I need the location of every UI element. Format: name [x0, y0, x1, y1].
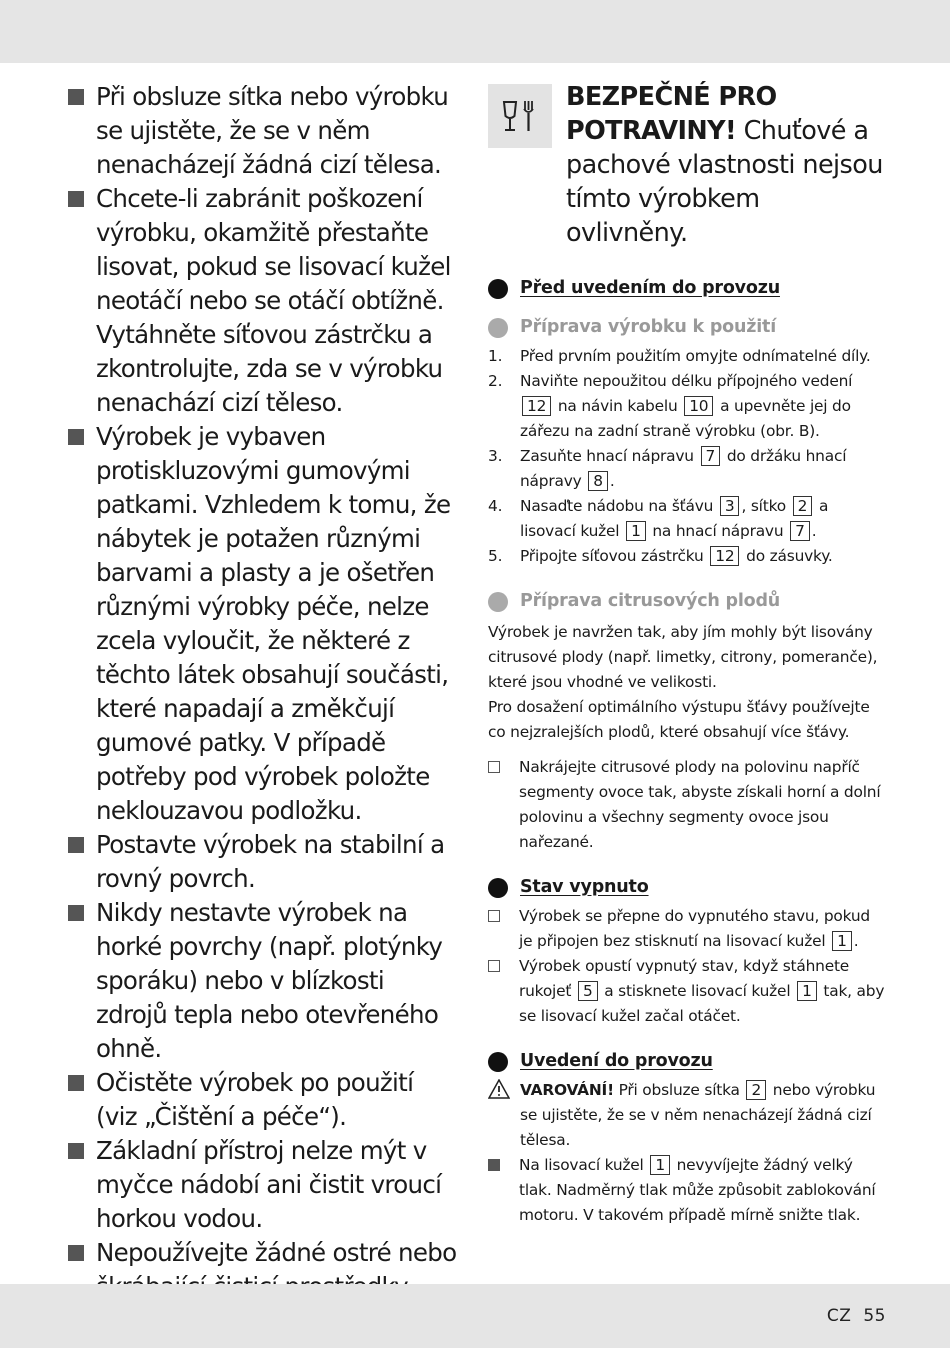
checkbox-bullet-icon — [488, 910, 500, 922]
list-item: Chcete-li zabránit poškození výrobku, okamžitě přestaňte lisovat, pokud se lisovací kužel neotáčí nebo se otáčí obtížně. Vytáhněte síťovou zástrčku a zkontrolujte, zda se v výrobku nenachází cizí těleso. — [68, 182, 460, 420]
page-number: 55 — [863, 1306, 886, 1326]
square-bullet-icon — [68, 905, 84, 921]
square-bullet-icon — [68, 1245, 84, 1261]
list-item: Nepoužívejte žádné ostré nebo — [68, 1236, 460, 1304]
list-item: Na lisovací kužel 1 nevyvíjejte žádný velký tlak. Nadměrný tlak může způsobit zablokování motoru. V takovém případě mírně snižte tlak. — [488, 1153, 888, 1228]
list-item: Postavte výrobek na stabilní a rovný povrch. — [68, 828, 460, 896]
top-bar — [0, 0, 950, 63]
right-column — [488, 80, 888, 1228]
checkbox-bullet-icon — [488, 960, 500, 972]
food-safe-notice — [488, 80, 888, 250]
bullet-dot-icon — [488, 318, 508, 338]
list-item: Při obsluze sítka nebo výrobku se ujistěte, že se v něm nenacházejí žádná cizí tělesa. — [68, 80, 460, 182]
bottom-bar — [0, 1284, 950, 1348]
part-ref: 8 — [588, 471, 608, 491]
square-bullet-icon — [488, 1159, 500, 1171]
list-item: Základní přístroj nelze mýt v myčce nádobí ani čistit vroucí horkou vodou. — [68, 1134, 460, 1236]
square-bullet-icon — [68, 1143, 84, 1159]
warning: VAROVÁNÍ! Při obsluze sítka 2 nebo výrobku se ujistěte, že se v něm nenacházejí žádná cizí tělesa. — [488, 1078, 888, 1153]
square-bullet-icon — [68, 429, 84, 445]
list-item: Nakrájejte citrusové plody na polovinu napříč segmenty ovoce tak, abyste získali horní a dolní polovinu a všechny segmenty ovoce jsou nařezané. — [488, 755, 888, 855]
part-ref: 5 — [578, 981, 598, 1001]
food-safe-icon — [488, 84, 552, 148]
paragraph: Výrobek je navržen tak, aby jím mohly být lisovány citrusové plody (např. limetky, citrony, pomeranče), které jsou vhodné ve velikosti. — [488, 623, 878, 691]
section-heading: Stav vypnuto — [488, 875, 888, 900]
part-ref: 7 — [790, 521, 810, 541]
bullet-dot-icon — [488, 592, 508, 612]
list-item: 4. Nasaďte nádobu na šťávu 3 , sítko 2 a lisovací kužel 1 na hnací nápravu 7 . — [488, 497, 829, 540]
list-item: Výrobek opustí vypnutý stav, když stáhnete rukojeť 5 a stisknete lisovací kužel 1 tak, aby se lisovací kužel začal otáčet. — [488, 954, 888, 1029]
square-bullet-icon — [68, 1075, 84, 1091]
steps-list — [488, 344, 888, 569]
language-code: CZ — [826, 1306, 852, 1326]
list-item: 5. Připojte síťovou zástrčku 12 do zásuvky. — [488, 547, 833, 565]
square-bullet-icon — [68, 191, 84, 207]
list-item: Očistěte výrobek po použití (viz „Čištění a péče“). — [68, 1066, 460, 1134]
list-item: 2. Naviňte nepoužitou délku přípojného vedení 12 na návin kabelu 10 a upevněte jej do zářezu na zadní straně výrobku (obr. B). — [488, 372, 853, 440]
section-heading: Uvedení do provozu — [488, 1049, 888, 1074]
page-footer — [815, 1306, 886, 1326]
food-safe-text: BEZPEČNÉ PRO POTRAVINY! Chuťové a pachové vlastnosti nejsou tímto výrobkem ovlivněny. — [566, 82, 883, 248]
checkbox-bullet-icon — [488, 761, 500, 773]
part-ref: 2 — [746, 1080, 766, 1100]
square-bullet-icon — [68, 837, 84, 853]
bullet-dot-icon — [488, 1052, 508, 1072]
part-ref: 1 — [832, 931, 852, 951]
list-item: 1. Před prvním použitím omyjte odnímatelné díly. — [488, 347, 871, 365]
part-ref: 3 — [720, 496, 740, 516]
section-heading: Před uvedením do provozu — [488, 276, 888, 301]
bullet-dot-icon — [488, 878, 508, 898]
list-item: Nikdy nestavte výrobek na horké povrchy (např. plotýnky sporáku) nebo v blízkosti zdrojů tepla nebo otevřeného ohně. — [68, 896, 460, 1066]
part-ref: 1 — [797, 981, 817, 1001]
list-item: Výrobek je vybaven protiskluzovými gumovými patkami. Vzhledem k tomu, že nábytek je potažen různými barvami a plasty a je ošetřen různými výrobky péče, nelze zcela vyloučit, že některé z těchto látek obsahují součásti, které napadají a změkčují gumové patky. V případě potřeby pod výrobek položte neklouzavou podložku. — [68, 420, 460, 828]
warning-icon — [488, 1079, 520, 1107]
part-ref: 12 — [710, 546, 739, 566]
paragraph: Pro dosažení optimálního výstupu šťávy používejte co nejzralejších plodů, které obsahují více šťávy. — [488, 698, 870, 741]
square-bullet-icon — [68, 89, 84, 105]
part-ref: 7 — [701, 446, 721, 466]
part-ref: 12 — [522, 396, 551, 416]
part-ref: 10 — [684, 396, 713, 416]
subsection-heading: Příprava výrobku k použití — [488, 315, 888, 340]
part-ref: 2 — [793, 496, 813, 516]
part-ref: 1 — [650, 1155, 670, 1175]
list-item: Výrobek se přepne do vypnutého stavu, pokud je připojen bez stisknutí na lisovací kužel 1 . — [488, 904, 888, 954]
bullet-dot-icon — [488, 279, 508, 299]
list-item: 3. Zasuňte hnací nápravu 7 do držáku hnací nápravy 8 . — [488, 447, 847, 490]
subsection-heading: Příprava citrusových plodů — [488, 589, 888, 614]
left-column — [68, 80, 460, 1304]
part-ref: 1 — [626, 521, 646, 541]
